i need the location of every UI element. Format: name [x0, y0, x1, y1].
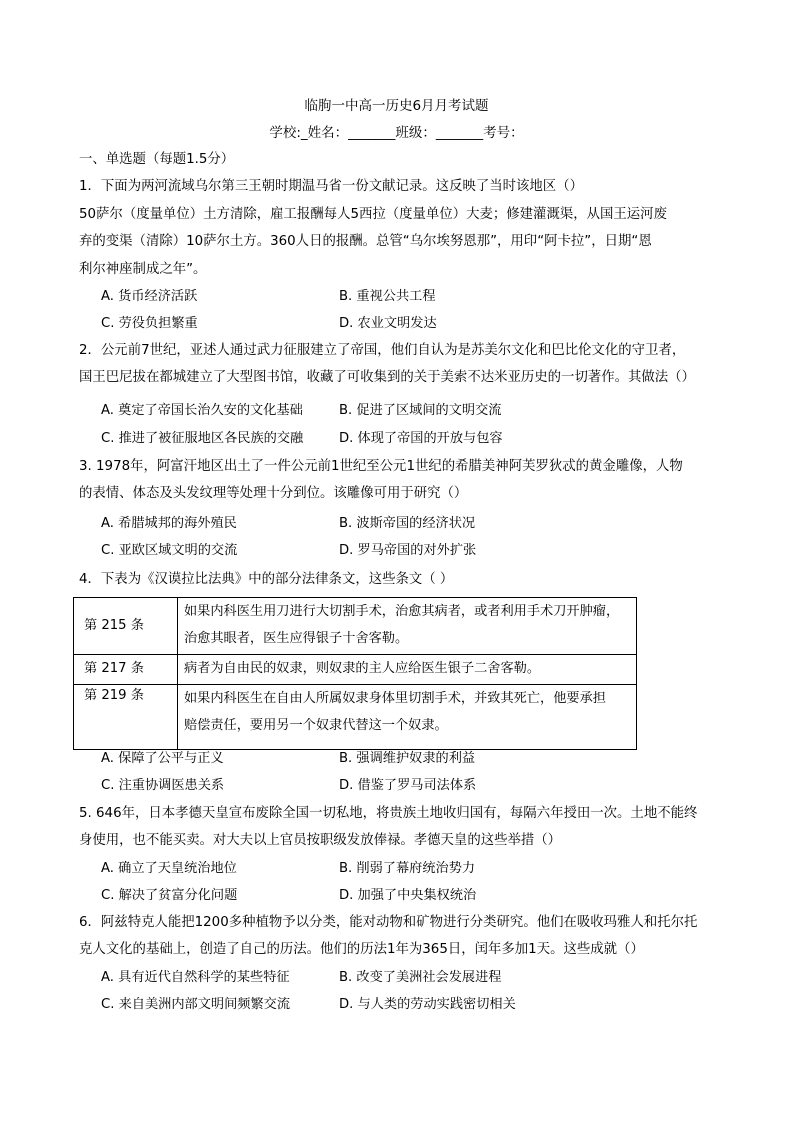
article-text: 如果内科医生在自由人所属奴隶身体里切割手术，并致其死亡，他要承担 赔偿责任，要用另一个奴隶代替这一个奴隶。 [178, 685, 637, 750]
q2-option-c: C. 推进了被征服地区各民族的交融 [101, 431, 304, 446]
q1-option-a: A. 货币经济活跃 [101, 289, 198, 304]
q3-option-d: D. 罗马帝国的对外扩张 [339, 543, 477, 558]
q3-stem: 3. 1978年，阿富汗地区出土了一件公元前1世纪至公元1世纪的希腊美神阿芙罗狄忒的黄金雕像，人物 [79, 459, 683, 474]
q6-option-a: A. 具有近代自然科学的某些特征 [101, 970, 290, 985]
q1-option-c: C. 劳役负担繁重 [101, 316, 198, 331]
article-text: 病者为自由民的奴隶，则奴隶的主人应给医生银子二舍客勒。 [178, 655, 637, 685]
q1-option-d: D. 农业文明发达 [339, 316, 437, 331]
q3-text-line: 的表情、体态及头发纹理等处理十分到位。该雕像可用于研究（） [79, 486, 468, 501]
q4-option-d: D. 借鉴了罗马司法体系 [339, 778, 477, 793]
q4-option-c: C. 注重协调医患关系 [101, 778, 225, 793]
table-row [74, 655, 637, 685]
q2-option-d: D. 体现了帝国的开放与包容 [339, 431, 503, 446]
law-table [73, 597, 637, 750]
q3-option-c: C. 亚欧区域文明的交流 [101, 543, 238, 558]
article-number: 第 217 条 [74, 655, 178, 685]
q4-option-b: B. 强调维护奴隶的利益 [339, 751, 476, 766]
exam-title: 临朐一中高一历史6月月考试题 [304, 98, 489, 114]
q5-option-d: D. 加强了中央集权统治 [339, 888, 477, 903]
q1-option-b: B. 重视公共工程 [339, 289, 436, 304]
table-row [74, 685, 637, 750]
table-row [74, 598, 637, 655]
student-info-line: 学校:_姓名：_______班级：_______考号： [269, 125, 524, 141]
q2-stem: 2．公元前7世纪，亚述人通过武力征服建立了帝国，他们自认为是苏美尔文化和巴比伦文化的守卫者， [79, 343, 686, 358]
article-text: 如果内科医生用刀进行大切割手术，治愈其病者，或者利用手术刀开肿瘤， 治愈其眼者，医生应得银子十舍客勒。 [178, 598, 637, 655]
q5-stem: 5. 646年，日本孝德天皇宣布废除全国一切私地，将贵族土地收归国有，每隔六年授田一次。土地不能终 [79, 806, 698, 821]
q2-option-b: B. 促进了区域间的文明交流 [339, 403, 502, 418]
q1-text-line: 利尔神座制成之年”。 [79, 262, 207, 277]
q1-text-line: 弃的变渠（清除）10萨尔土方。360人日的报酬。总管“乌尔埃努恩那”，用印“阿卡拉”，日期“恩 [79, 234, 652, 249]
q4-option-a: A. 保障了公平与正义 [101, 751, 224, 766]
q4-stem: 4．下表为《汉谟拉比法典》中的部分法律条文，这些条文（ ） [79, 572, 454, 587]
q2-text-line: 国王巴尼拔在都城建立了大型图书馆，收藏了可收集到的关于美索不达米亚历史的一切著作。其做法（） [79, 370, 695, 385]
article-number: 第 215 条 [74, 598, 178, 655]
q3-option-a: A. 希腊城邦的海外殖民 [101, 516, 237, 531]
q1-stem: 1．下面为两河流域乌尔第三王朝时期温马省一份文献记录。这反映了当时该地区（） [79, 179, 583, 194]
article-number: 第 219 条 [74, 685, 178, 750]
q6-option-d: D. 与人类的劳动实践密切相关 [339, 997, 516, 1012]
q6-text-line: 克人文化的基础上，创造了自己的历法。他们的历法1年为365日，闰年多加1天。这些成就（） [79, 942, 644, 957]
q5-option-a: A. 确立了天皇统治地位 [101, 861, 237, 876]
q6-option-b: B. 改变了美洲社会发展进程 [339, 970, 502, 985]
section-heading: 一、单选题（每题1.5分） [79, 152, 235, 167]
q3-option-b: B. 波斯帝国的经济状况 [339, 516, 476, 531]
q6-stem: 6．阿兹特克人能把1200多种植物予以分类，能对动物和矿物进行分类研究。他们在吸收玛雅人和托尔托 [79, 915, 698, 930]
q5-option-b: B. 削弱了幕府统治势力 [339, 861, 476, 876]
q5-text-line: 身使用，也不能买卖。对大夫以上官员按职级发放俸禄。孝德天皇的这些举措（） [79, 833, 562, 848]
q5-option-c: C. 解决了贫富分化问题 [101, 888, 238, 903]
q6-option-c: C. 来自美洲内部文明间频繁交流 [101, 997, 291, 1012]
q2-option-a: A. 奠定了帝国长治久安的文化基础 [101, 403, 303, 418]
q1-text-line: 50萨尔（度量单位）土方清除，雇工报酬每人5西拉（度量单位）大麦；修建灌溉渠，从国王运河废 [79, 207, 667, 222]
